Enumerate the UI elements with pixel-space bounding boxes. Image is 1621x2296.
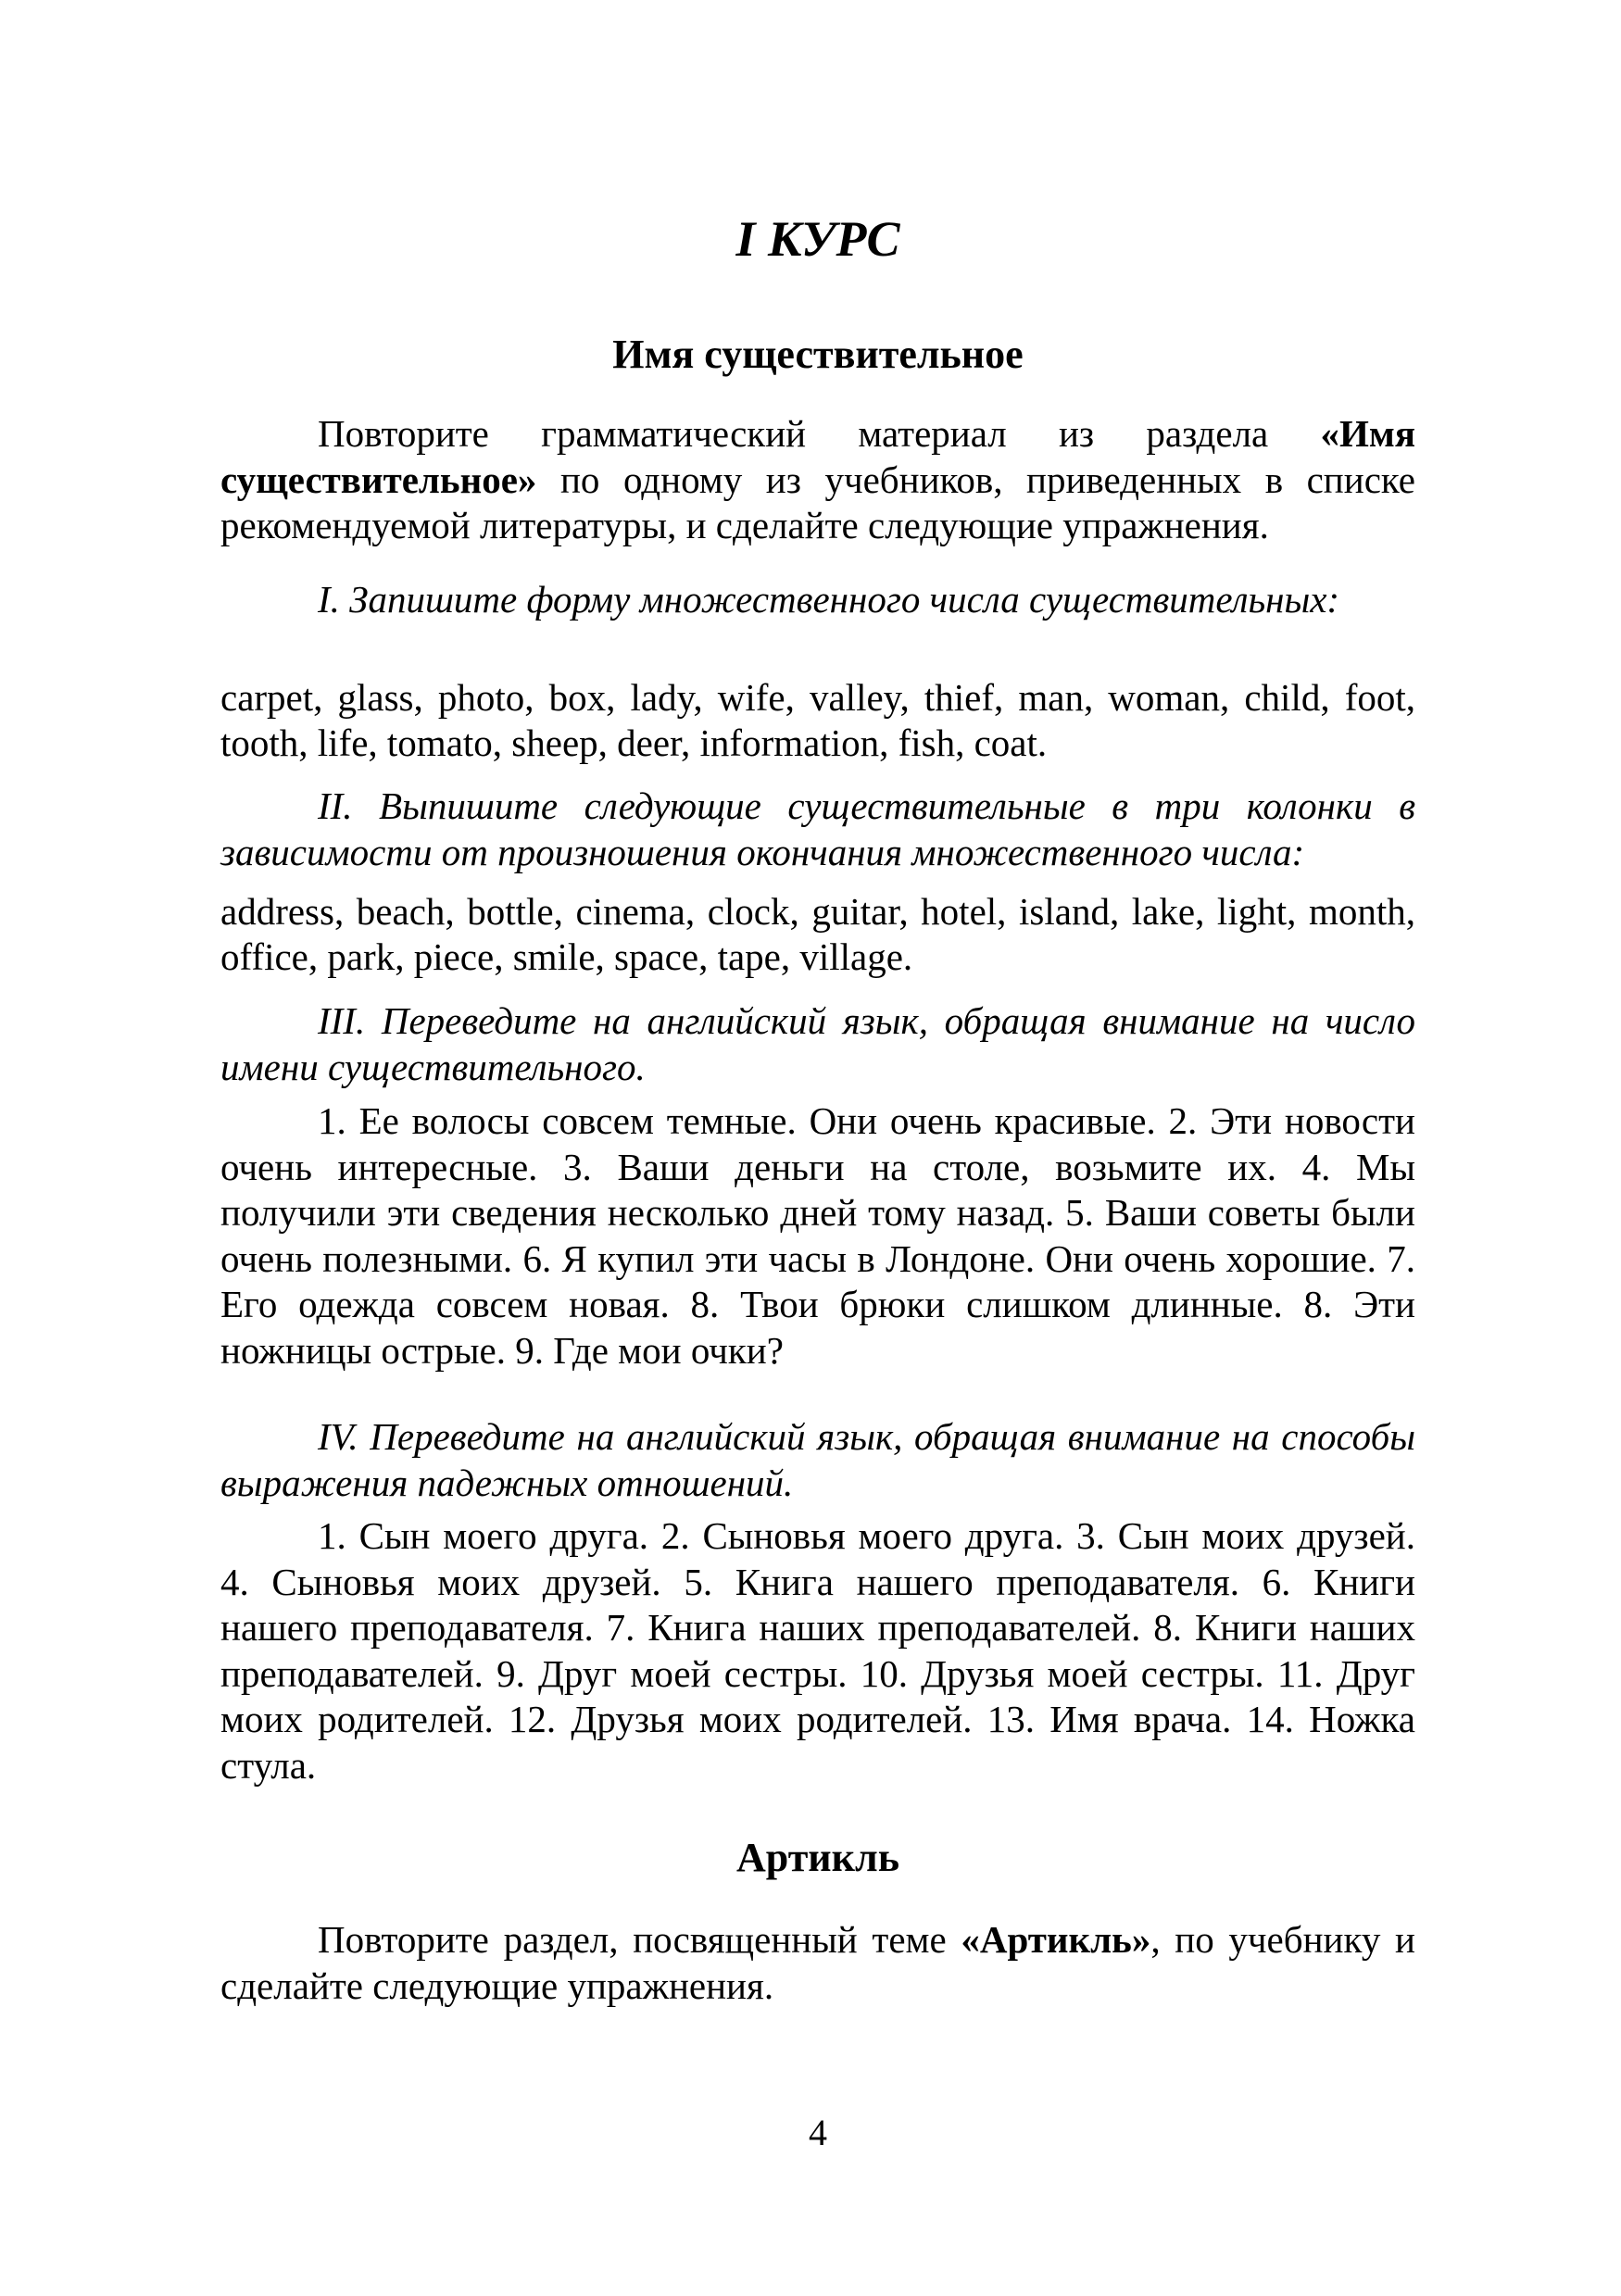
noun-intro-bold: «Имя существительное»: [220, 412, 1415, 501]
article-intro-text-2: , по учебнику и сделайте следующие упражнения.: [220, 1918, 1415, 2007]
section-title-article: Артикль: [736, 1835, 899, 1880]
article-intro-paragraph: [220, 1917, 1415, 2009]
noun-intro-text-2: по одному из учебников, приведенных в списке рекомендуемой литературы, и сделайте следующие упражнения.: [220, 458, 1415, 546]
exercise-3-task: III. Переведите на английский язык, обращая внимание на число имени существительного.: [220, 999, 1415, 1088]
exercise-4-task: IV. Переведите на английский язык, обращая внимание на способы выражения падежных отношений.: [220, 1415, 1415, 1504]
exercise-2-words: address, beach, bottle, cinema, clock, guitar, hotel, island, lake, light, month, office, park, piece, smile, space, tape, village.: [220, 890, 1415, 978]
exercise-1-task: I. Запишите форму множественного числа существительных:: [318, 578, 1340, 621]
page-number: 4: [809, 2112, 827, 2153]
article-intro-bold: «Артикль»: [961, 1918, 1151, 1961]
noun-intro-text-1: Повторите грамматический материал из раздела: [318, 412, 1321, 455]
exercise-3-text: 1. Ее волосы совсем темные. Они очень красивые. 2. Эти новости очень интересные. 3. Ваши деньги на столе, возьмите их. 4. Мы получили эти сведения несколько дней тому назад. 5. Ваши советы были очень полезными. 6. Я купил эти часы в Лондоне. Они очень хорошие. 7. Его одежда совсем новая. 8. Твои брюки слишком длинные. 8. Эти ножницы острые. 9. Где мои очки?: [220, 1099, 1415, 1372]
section-title-noun: Имя существительное: [612, 332, 1024, 377]
course-title: I КУРС: [735, 211, 900, 267]
article-intro-text-1: Повторите раздел, посвященный теме: [318, 1918, 961, 1961]
exercise-4-text: 1. Сын моего друга. 2. Сыновья моего друга. 3. Сын моих друзей. 4. Сыновья моих друзей. 5. Книга нашего преподавателя. 6. Книги нашего преподавателя. 7. Книга наших преподавателей. 8. Книги наших преподавателей. 9. Друг моей сестры. 10. Друзья моей сестры. 11. Друг моих родителей. 12. Друзья моих родителей. 13. Имя врача. 14. Ножка стула.: [220, 1514, 1415, 1787]
exercise-1-words: carpet, glass, photo, box, lady, wife, valley, thief, man, woman, child, foot, tooth, life, tomato, sheep, deer, information, fish, coat.: [220, 676, 1415, 764]
noun-intro-paragraph: [220, 411, 1415, 549]
exercise-2-task: II. Выпишите следующие существительные в три колонки в зависимости от произношения окончания множественного числа:: [220, 784, 1415, 873]
